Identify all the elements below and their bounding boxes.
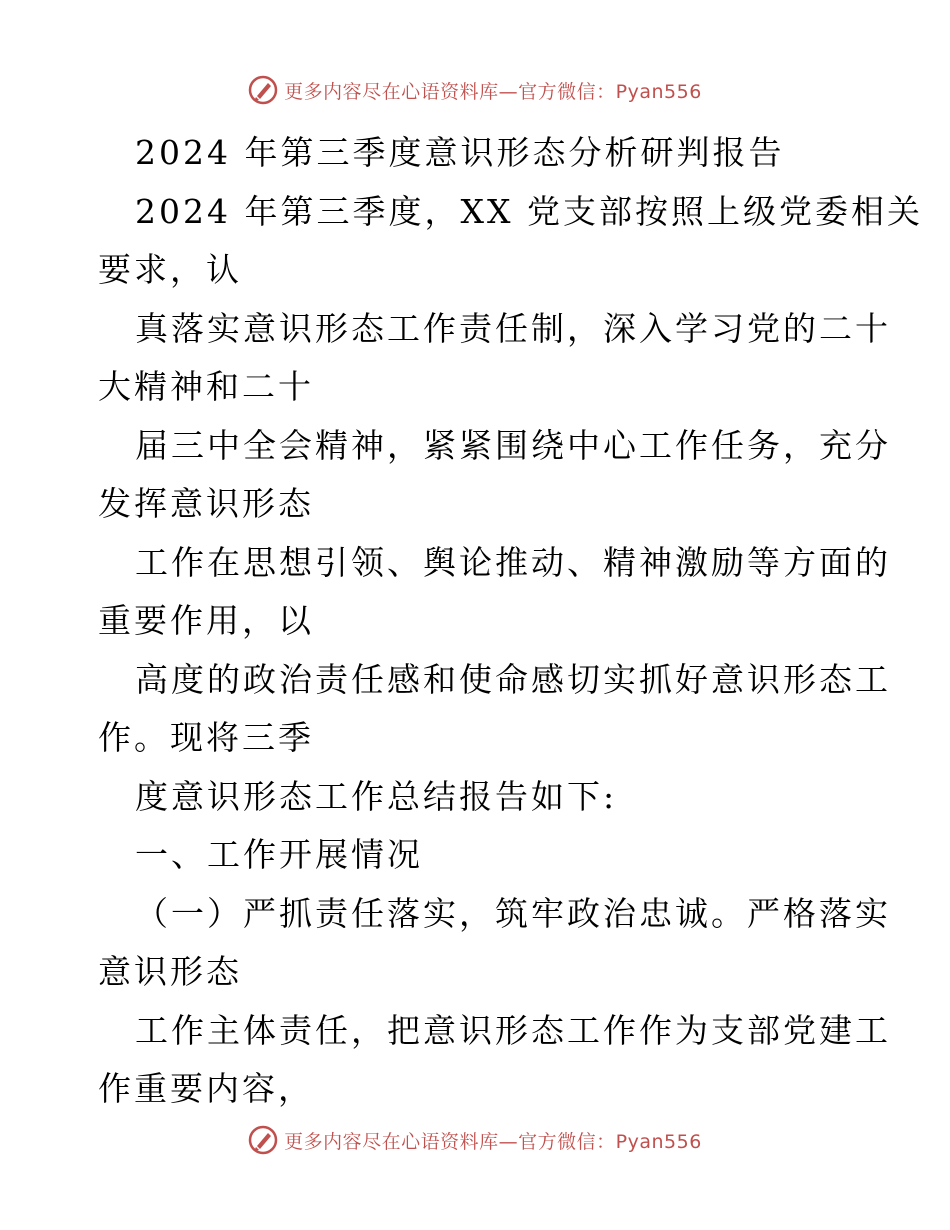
text-line: 工作在思想引领、舆论推动、精神激励等方面的 <box>135 542 891 582</box>
header-watermark-banner <box>0 70 950 110</box>
text-line: 重要作用，以 <box>98 601 314 640</box>
text-line: （一）严抓责任落实，筑牢政治忠诚。严格落实 <box>135 893 891 933</box>
text-line: 大精神和二十 <box>98 367 314 406</box>
text-line: 作重要内容， <box>98 1069 314 1108</box>
text-line: 意识形态 <box>98 952 242 991</box>
footer-watermark-banner <box>0 1120 950 1160</box>
pen-logo-icon <box>248 75 278 105</box>
text-line: 工作主体责任，把意识形态工作作为支部党建工 <box>135 1010 891 1050</box>
text-line: 真落实意识形态工作责任制，深入学习党的二十 <box>135 308 891 348</box>
text-line: 届三中全会精神，紧紧围绕中心工作任务，充分 <box>135 425 891 465</box>
text-line: 发挥意识形态 <box>98 484 314 523</box>
watermark-text: 更多内容尽在心语资料库—官方微信：Pyan556 <box>284 80 702 103</box>
watermark-text: 更多内容尽在心语资料库—官方微信：Pyan556 <box>284 1130 702 1153</box>
document-body <box>98 124 923 1119</box>
text-line: 高度的政治责任感和使命感切实抓好意识形态工 <box>135 659 891 699</box>
pen-logo-icon <box>248 1125 278 1155</box>
text-line: 作。现将三季 <box>98 718 314 757</box>
text-line: 一、工作开展情况 <box>135 835 423 874</box>
text-line: 度意识形态工作总结报告如下: <box>135 776 618 816</box>
text-line: 2024 年第三季度，XX 党支部按照上级党委相关 <box>135 191 923 231</box>
text-line: 2024 年第三季度意识形态分析研判报告 <box>135 133 785 172</box>
text-line: 要求，认 <box>98 250 242 289</box>
